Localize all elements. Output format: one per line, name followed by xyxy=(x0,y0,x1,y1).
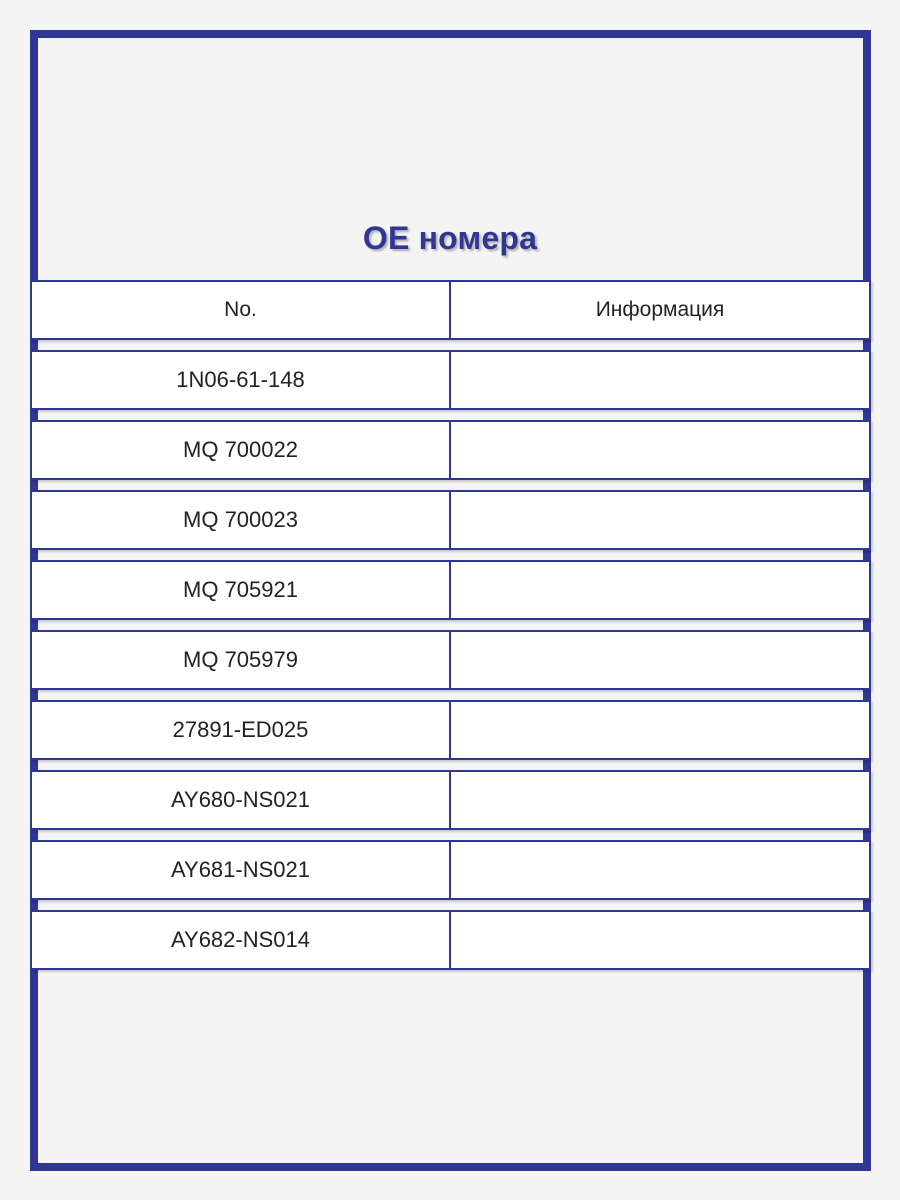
column-header-no: No. xyxy=(32,282,451,338)
info-cell xyxy=(451,632,869,688)
info-cell xyxy=(451,842,869,898)
info-cell xyxy=(451,912,869,968)
oe-number-cell: MQ 700022 xyxy=(32,422,451,478)
oe-number-cell: AY681-NS021 xyxy=(32,842,451,898)
table-row xyxy=(30,350,871,410)
oe-number-cell: 1N06-61-148 xyxy=(32,352,451,408)
table-row xyxy=(30,700,871,760)
oe-number-cell: AY682-NS014 xyxy=(32,912,451,968)
info-cell xyxy=(451,702,869,758)
table-row xyxy=(30,420,871,480)
info-cell xyxy=(451,492,869,548)
page-title: OE номера xyxy=(362,220,538,256)
oe-number-cell: MQ 705921 xyxy=(32,562,451,618)
oe-number-cell: AY680-NS021 xyxy=(32,772,451,828)
table-row xyxy=(30,630,871,690)
info-cell xyxy=(451,562,869,618)
table-row xyxy=(30,770,871,830)
info-cell xyxy=(451,772,869,828)
info-cell xyxy=(451,352,869,408)
table-row xyxy=(30,560,871,620)
table-header-row xyxy=(30,280,871,340)
oe-number-cell: MQ 705979 xyxy=(32,632,451,688)
oe-number-cell: 27891-ED025 xyxy=(32,702,451,758)
table-row xyxy=(30,910,871,970)
column-header-info: Информация xyxy=(595,298,725,321)
oe-number-cell: MQ 700023 xyxy=(32,492,451,548)
info-cell xyxy=(451,422,869,478)
table-row xyxy=(30,840,871,900)
table-row xyxy=(30,490,871,550)
